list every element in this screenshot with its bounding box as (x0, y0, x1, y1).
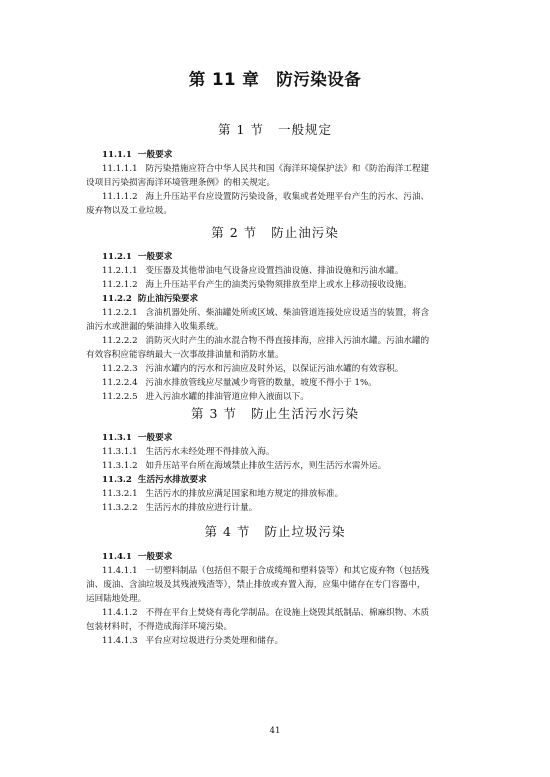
subsection-text: 防止油污染要求 (137, 294, 199, 304)
clause-text: 不得在平台上焚烧有毒化学制品。在设施上烧毁其纸制品、棉麻织物、木质 (145, 608, 430, 618)
section-name: 一般规定 (277, 122, 332, 137)
clause-number: 11.1.1.1 (102, 164, 138, 174)
section-name: 防止生活污水污染 (250, 406, 359, 421)
subsection-number: 11.4.1 (102, 552, 132, 562)
section-number: 第 3 节 (191, 406, 237, 421)
subsection-heading (86, 250, 468, 264)
clause-text: 污油水罐内的污水和污油应及时外运，以保证污油水罐的有效容积。 (145, 364, 404, 374)
clause-line (86, 362, 468, 376)
subsection-text: 一般要求 (137, 433, 173, 443)
clause-number: 11.4.1.1 (102, 566, 138, 576)
subsection-heading (86, 473, 468, 487)
subsection-number: 11.2.2 (102, 294, 132, 304)
clause-number: 11.2.1.1 (102, 266, 138, 276)
continuation-text: 设项目污染损害海洋环境管理条例》的相关规定。 (86, 178, 276, 188)
clause-line (86, 445, 468, 459)
clause-number: 11.4.1.2 (102, 608, 138, 618)
subsection-text: 一般要求 (137, 252, 173, 262)
subsection-number: 11.2.1 (102, 252, 132, 262)
clause-number: 11.3.1.1 (102, 447, 138, 457)
clause-text: 防污染措施应符合中华人民共和国《海洋环境保护法》和《防治海洋工程建 (145, 164, 430, 174)
continuation-text: 包装材料时，不得造成海洋环境污染。 (86, 622, 233, 632)
clause-text: 生活污水的排放应进行计量。 (145, 503, 258, 513)
clause-number: 11.2.1.2 (102, 280, 138, 290)
clause-number: 11.4.1.3 (102, 636, 138, 646)
continuation-line (86, 204, 468, 218)
clause-number: 11.2.2.4 (102, 378, 138, 388)
section-number: 第 2 节 (211, 225, 258, 240)
clause-number: 11.2.2.2 (102, 336, 138, 346)
continuation-line (86, 348, 468, 362)
clause-line (86, 564, 468, 578)
clause-line (86, 376, 468, 390)
section-number: 第 4 节 (204, 524, 251, 539)
continuation-line (86, 176, 468, 190)
clause-text: 含油机器处所、柴油罐处所或区域、柴油管道连接处应设适当的装置，将含 (145, 308, 430, 318)
clause-line (86, 487, 468, 501)
section-body-1 (86, 148, 468, 218)
subsection-heading (86, 148, 468, 162)
clause-text: 平台应对垃圾进行分类处理和储存。 (145, 636, 284, 646)
section-name: 防止垃圾污染 (264, 524, 346, 539)
section-title-4 (0, 522, 550, 540)
subsection-text: 一般要求 (137, 552, 173, 562)
subsection-text: 一般要求 (137, 150, 173, 160)
section-title-1 (0, 120, 550, 138)
continuation-line (86, 592, 468, 606)
clause-number: 11.3.2.1 (102, 489, 138, 499)
clause-line (86, 390, 468, 404)
clause-number: 11.2.2.1 (102, 308, 138, 318)
clause-line (86, 306, 468, 320)
subsection-text: 生活污水排放要求 (137, 475, 207, 485)
clause-line (86, 501, 468, 515)
clause-line (86, 162, 468, 176)
clause-number: 11.1.1.2 (102, 192, 138, 202)
clause-number: 11.3.2.2 (102, 503, 138, 513)
section-body-4 (86, 550, 468, 648)
continuation-text: 油、废油、含油垃圾及其残液残渣等），禁止排放或弃置入海，应集中储存在专门容器中， (86, 580, 426, 590)
clause-text: 如升压站平台所在海域禁止排放生活污水，则生活污水需外运。 (145, 461, 387, 471)
clause-number: 11.2.2.5 (102, 392, 138, 402)
continuation-line (86, 320, 468, 334)
clause-text: 生活污水未经处理不得排放入海。 (145, 447, 275, 457)
clause-line (86, 278, 468, 292)
section-number: 第 1 节 (218, 122, 264, 137)
section-title-2 (0, 223, 550, 241)
section-body-2 (86, 250, 468, 404)
section-body-3 (86, 431, 468, 515)
clause-line (86, 264, 468, 278)
subsection-heading (86, 550, 468, 564)
clause-text: 消防灭火时产生的油水混合物不得直接排海，应排入污油水罐。污油水罐的 (145, 336, 430, 346)
subsection-heading (86, 431, 468, 445)
clause-line (86, 606, 468, 620)
chapter-title: 第 11 章 防污染设备 (188, 70, 362, 89)
clause-line (86, 190, 468, 204)
subsection-heading (86, 292, 468, 306)
clause-line (86, 634, 468, 648)
continuation-text: 油污水或泄漏的柴油排入收集系统。 (86, 322, 224, 332)
continuation-text: 运回陆地处理。 (86, 594, 147, 604)
clause-text: 海上升压站平台应设置防污染设备，收集或者处理平台产生的污水、污油、 (145, 192, 430, 202)
clause-line (86, 459, 468, 473)
continuation-line (86, 620, 468, 634)
clause-text: 变压器及其他带油电气设备应设置挡油设施、排油设施和污油水罐。 (145, 266, 404, 276)
continuation-line (86, 578, 468, 592)
clause-number: 11.3.1.2 (102, 461, 138, 471)
clause-text: 生活污水的排放应满足国家和地方规定的排放标准。 (145, 489, 344, 499)
subsection-number: 11.1.1 (102, 150, 132, 160)
subsection-number: 11.3.2 (102, 475, 132, 485)
clause-text: 海上升压站平台产生的油类污染物须排放至岸上或水上移动接收设施。 (145, 280, 412, 290)
page-number: 41 (269, 726, 281, 736)
clause-text: 一切塑料制品（包括但不限于合成缆绳和塑料袋等）和其它废弃物（包括残 (145, 566, 430, 576)
clause-number: 11.2.2.3 (102, 364, 138, 374)
continuation-text: 废弃物以及工业垃圾。 (86, 206, 172, 216)
clause-text: 进入污油水罐的排油管道应伸入液面以下。 (145, 392, 309, 402)
clause-line (86, 334, 468, 348)
continuation-text: 有效容积应能容纳最大一次事故排油量和消防水量。 (86, 350, 284, 360)
section-name: 防止油污染 (271, 225, 339, 240)
section-title-3 (0, 404, 550, 422)
subsection-number: 11.3.1 (102, 433, 132, 443)
clause-text: 污油水排放管线应尽量减少弯管的数量，坡度不得小于 1%。 (145, 378, 377, 388)
